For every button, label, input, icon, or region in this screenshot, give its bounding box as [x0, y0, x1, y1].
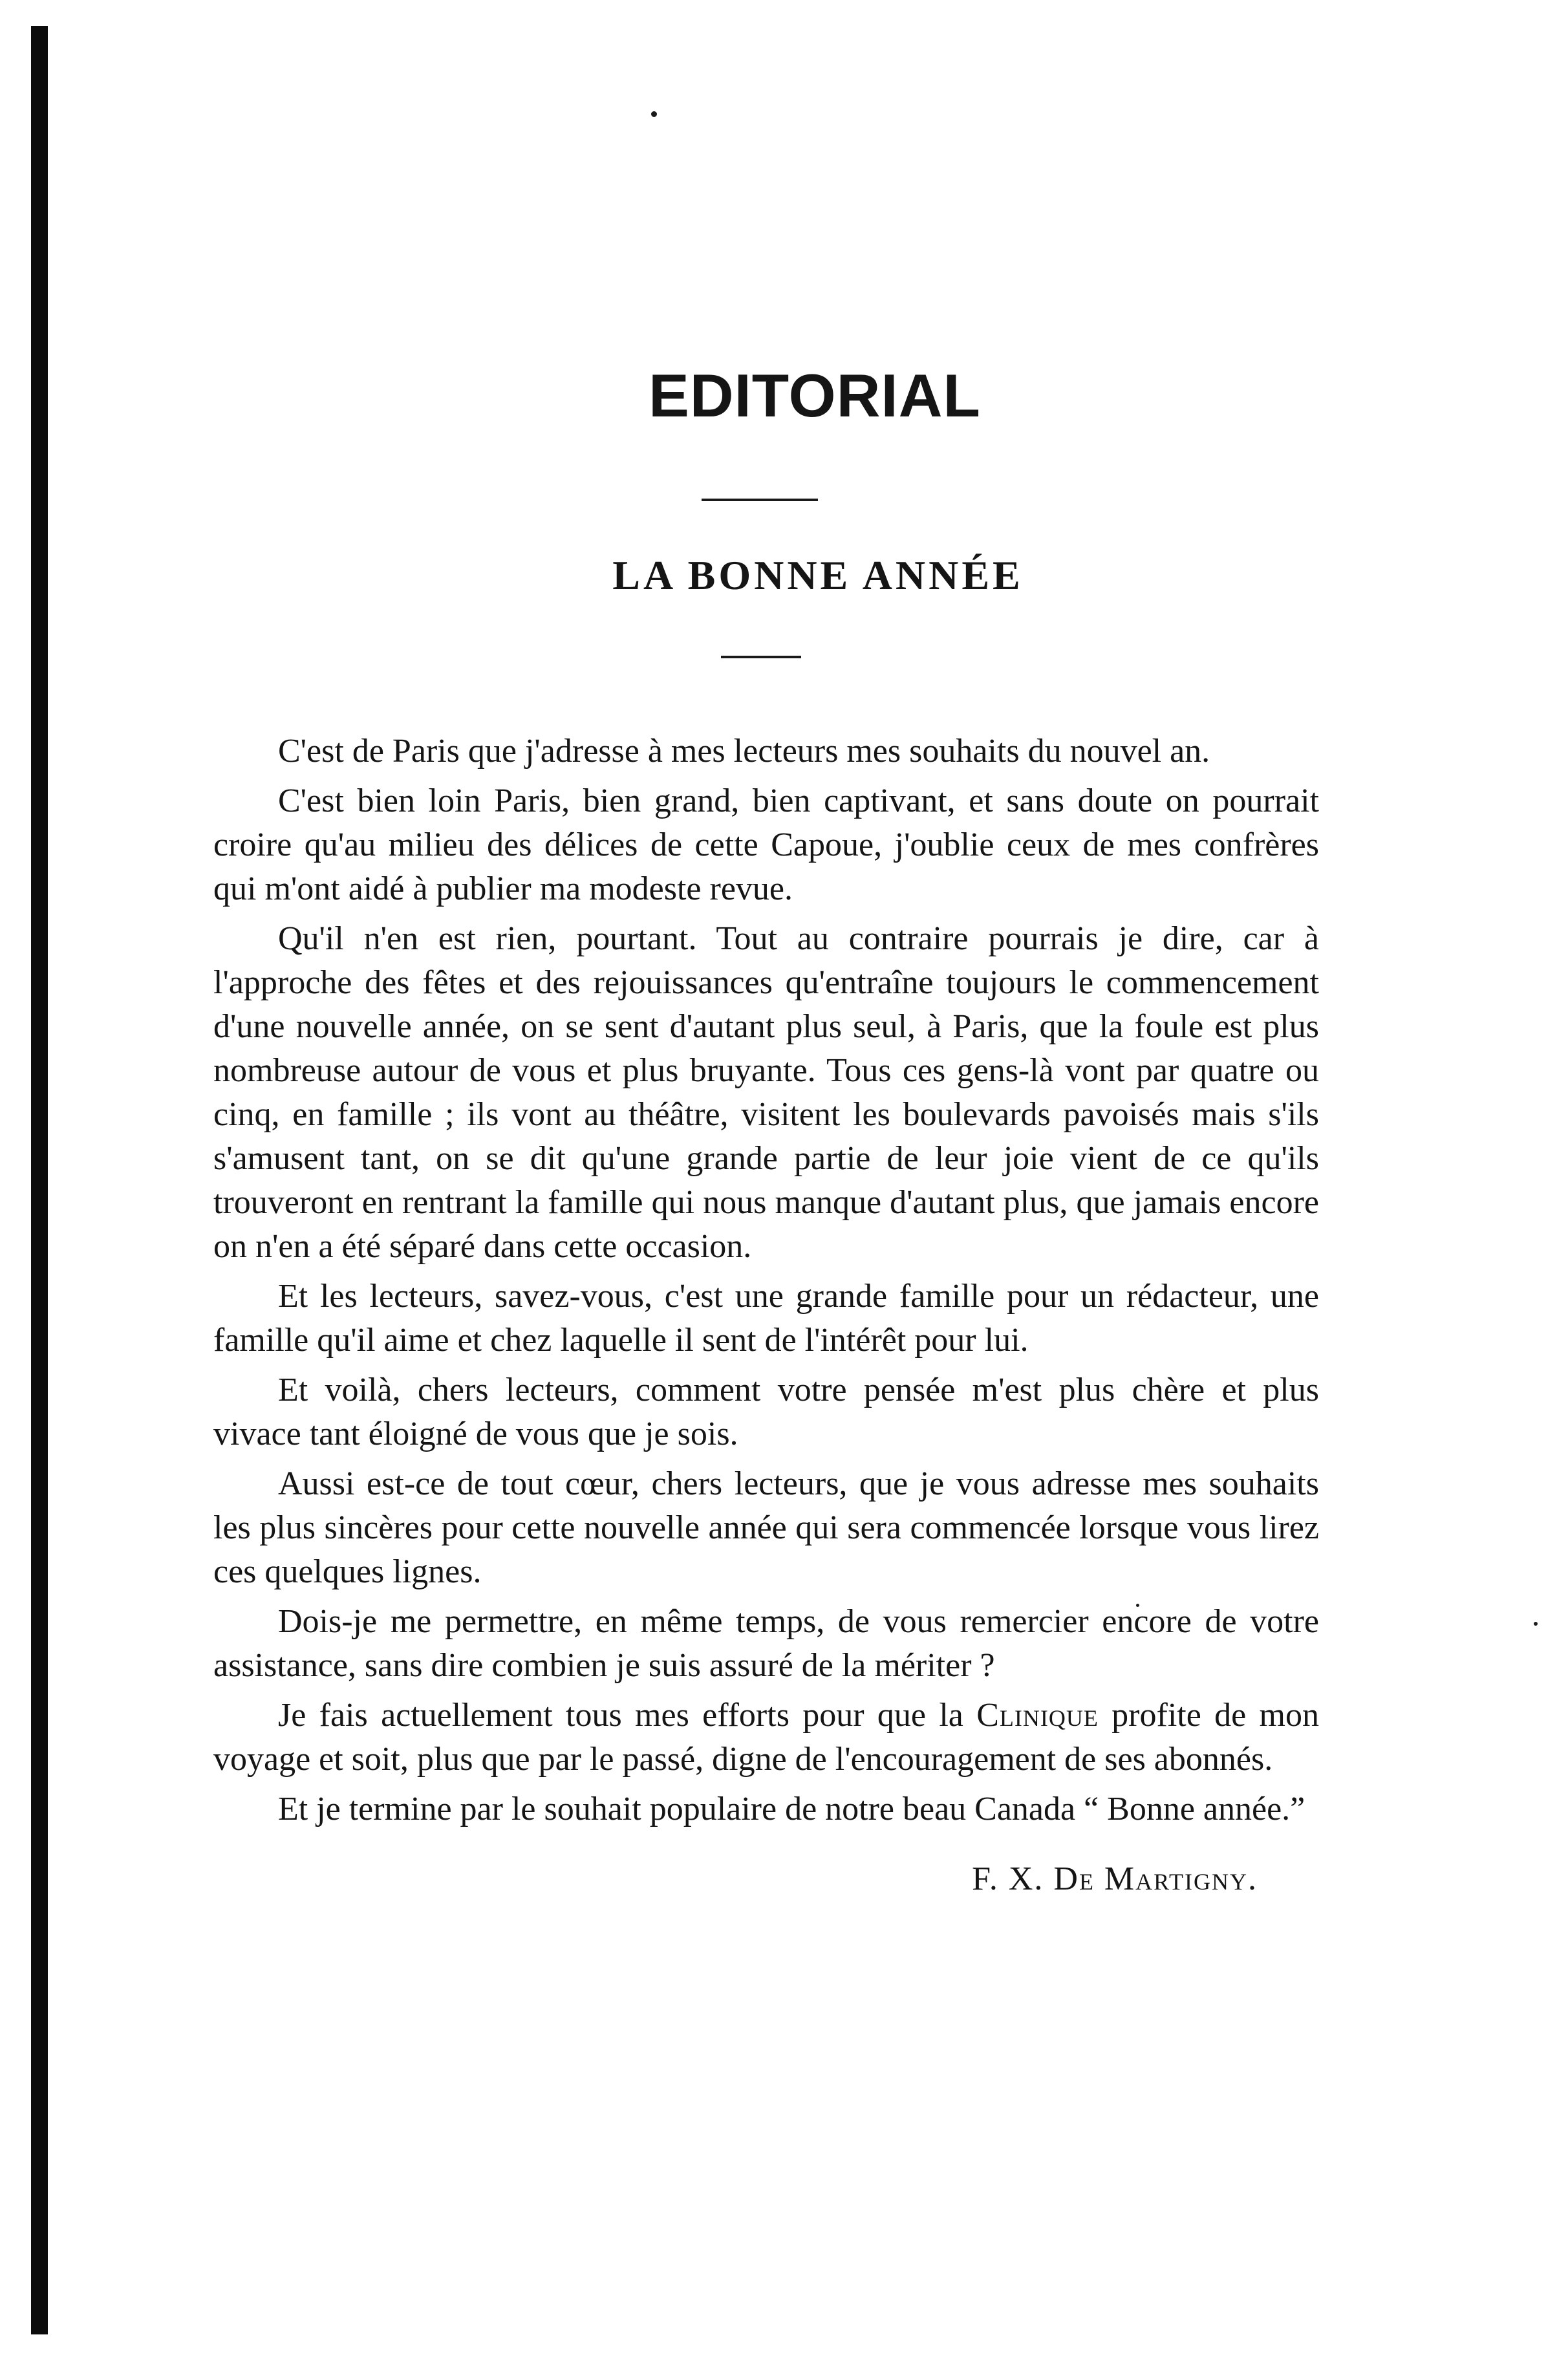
page-title: EDITORIAL [649, 361, 981, 429]
paragraph: Et voilà, chers lecteurs, comment votre pensée m'est plus chère et plus vivace tant éloigné de vous que je sois. [213, 1371, 1319, 1452]
paragraph-text: profite de mon voyage et soit, plus que par le passé, digne de l'encouragement de ses abonnés. [213, 1696, 1319, 1778]
paragraph: C'est bien loin Paris, bien grand, bien captivant, et sans doute on pourrait croire qu'au milieu des délices de cette Capoue, j'oublie ceux de mes confrères qui m'ont aidé à publier ma modeste revue. [213, 782, 1319, 907]
paragraph: Et les lecteurs, savez-vous, c'est une grande famille pour un rédacteur, une famille qu'il aime et chez laquelle il sent de l'intérêt pour lui. [213, 1277, 1319, 1359]
article-subtitle: LA BONNE ANNÉE [612, 552, 1024, 599]
article-body [213, 729, 1319, 1831]
ink-speck-right [1534, 1622, 1538, 1626]
paragraph: Dois-je me permettre, en même temps, de vous remercier encore de votre assistance, sans dire combien je suis assuré de la mériter ? [213, 1602, 1319, 1684]
editorial-page [213, 362, 1319, 1898]
paragraph-text: Je fais actuellement tous mes efforts pour que la [278, 1696, 977, 1734]
closing-paragraph: Et je termine par le souhait populaire de notre beau Canada “ Bonne année.” [278, 1790, 1305, 1827]
author-signature: F. X. De Martigny. [972, 1860, 1258, 1897]
ink-speck-top [651, 111, 657, 117]
journal-name: Clinique [976, 1696, 1099, 1734]
title-divider [702, 499, 818, 501]
subtitle-divider [721, 656, 801, 658]
paragraph: C'est de Paris que j'adresse à mes lecteurs mes souhaits du nouvel an. [278, 732, 1210, 770]
page-left-border [31, 26, 48, 2334]
paragraph: Aussi est-ce de tout cœur, chers lecteurs, que je vous adresse mes souhaits les plus sincères pour cette nouvelle année qui sera commencée lorsque vous lirez ces quelques lignes. [213, 1465, 1319, 1590]
paragraph: Qu'il n'en est rien, pourtant. Tout au contraire pourrais je dire, car à l'approche des fêtes et des rejouissances qu'entraîne toujours le commencement d'une nouvelle année, on se sent d'autant plus seul, à Paris, que la foule est plus nombreuse autour de vous et plus bruyante. Tous ces gens-là vont par quatre ou cinq, en famille ; ils vont au théâtre, visitent les boulevards pavoisés mais s'ils s'amusent tant, on se dit qu'une grande partie de leur joie vient de ce qu'ils trouveront en rentrant la famille qui nous manque d'autant plus, que jamais encore on n'en a été séparé dans cette occasion. [213, 920, 1319, 1265]
paragraph-clinique [213, 1694, 1319, 1782]
